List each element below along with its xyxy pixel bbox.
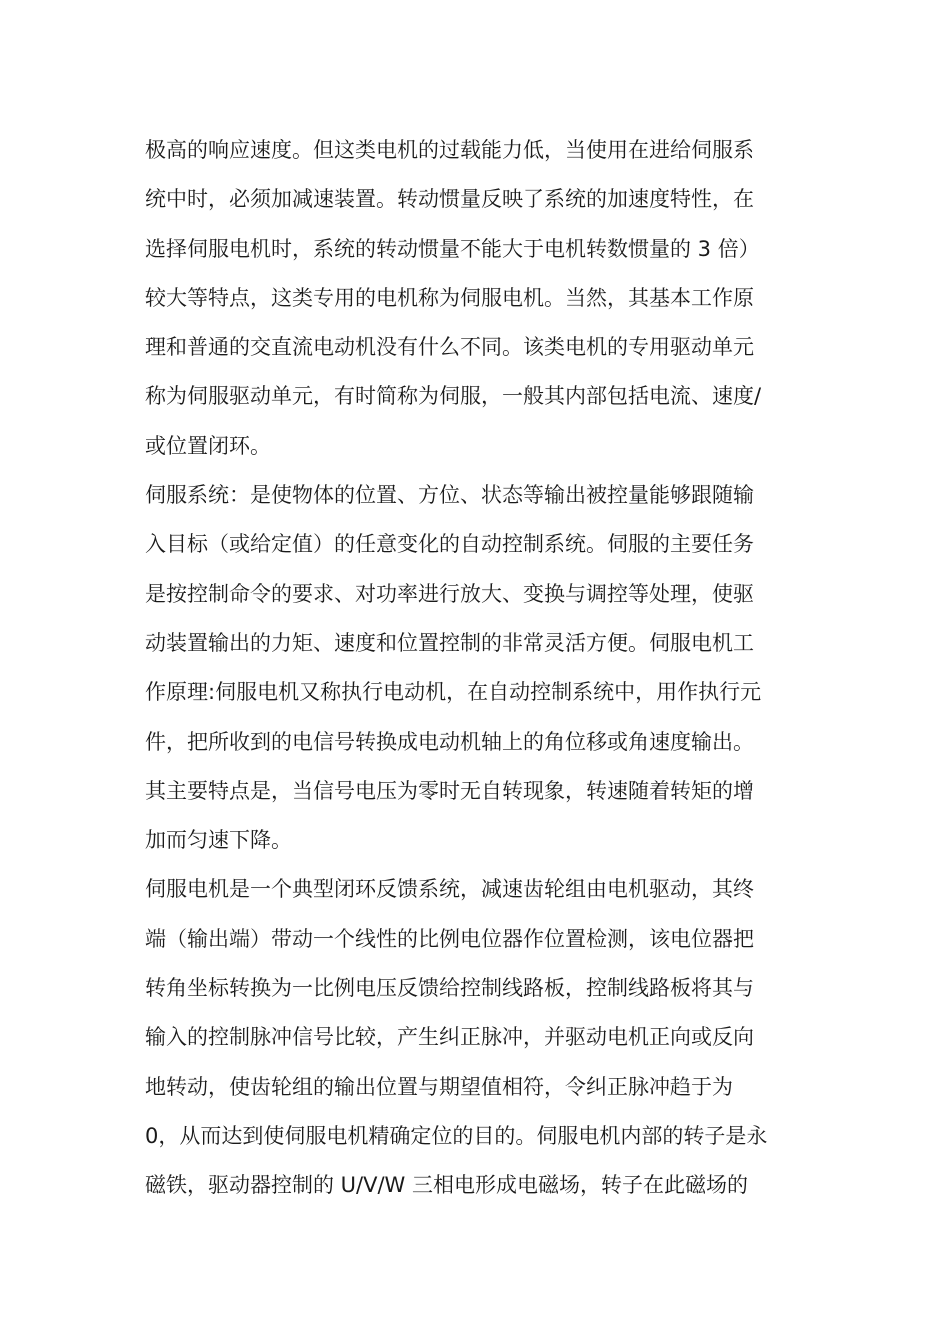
text-line-7: 或位置闭环。 bbox=[145, 433, 271, 458]
text-line-11: 动装置输出的力矩、速度和位置控制的非常灵活方便。伺服电机工 bbox=[145, 630, 754, 655]
text-line-12: 作原理:伺服电机又称执行电动机，在自动控制系统中，用作执行元 bbox=[145, 680, 762, 705]
text-line-16: 伺服电机是一个典型闭环反馈系统，减速齿轮组由电机驱动，其终 bbox=[145, 877, 754, 902]
text-line-10: 是按控制命令的要求、对功率进行放大、变换与调控等处理，使驱 bbox=[145, 581, 754, 606]
text-line-4: 较大等特点，这类专用的电机称为伺服电机。当然，其基本工作原 bbox=[145, 285, 754, 310]
text-line-13: 件，把所收到的电信号转换成电动机轴上的角位移或角速度输出。 bbox=[145, 729, 754, 754]
text-line-18: 转角坐标转换为一比例电压反馈给控制线路板，控制线路板将其与 bbox=[145, 976, 754, 1001]
text-line-17: 端（输出端）带动一个线性的比例电位器作位置检测，该电位器把 bbox=[145, 926, 754, 951]
text-line-15: 加而匀速下降。 bbox=[145, 828, 292, 853]
text-line-21: 0，从而达到使伺服电机精确定位的目的。伺服电机内部的转子是永 bbox=[145, 1123, 768, 1148]
text-line-9: 入目标（或给定值）的任意变化的自动控制系统。伺服的主要任务 bbox=[145, 532, 754, 557]
text-line-5: 理和普通的交直流电动机没有什么不同。该类电机的专用驱动单元 bbox=[145, 335, 754, 360]
text-line-6: 称为伺服驱动单元，有时简称为伺服，一般其内部包括电流、速度/ bbox=[145, 384, 762, 409]
text-line-1: 极高的响应速度。但这类电机的过载能力低，当使用在进给伺服系 bbox=[145, 138, 754, 162]
text-line-22: 磁铁，驱动器控制的 U/V/W 三相电形成电磁场，转子在此磁场的 bbox=[145, 1173, 748, 1198]
text-line-19: 输入的控制脉冲信号比较，产生纠正脉冲，并驱动电机正向或反向 bbox=[145, 1025, 754, 1050]
text-line-14: 其主要特点是，当信号电压为零时无自转现象，转速随着转矩的增 bbox=[145, 778, 754, 803]
body-text bbox=[145, 126, 813, 1211]
text-line-2: 统中时，必须加减速装置。转动惯量反映了系统的加速度特性，在 bbox=[145, 187, 754, 212]
text-line-20: 地转动，使齿轮组的输出位置与期望值相符，令纠正脉冲趋于为 bbox=[145, 1074, 733, 1099]
text-line-3: 选择伺服电机时，系统的转动惯量不能大于电机转数惯量的 3 倍） bbox=[145, 236, 760, 261]
text-line-8: 伺服系统：是使物体的位置、方位、状态等输出被控量能够跟随输 bbox=[145, 483, 754, 508]
